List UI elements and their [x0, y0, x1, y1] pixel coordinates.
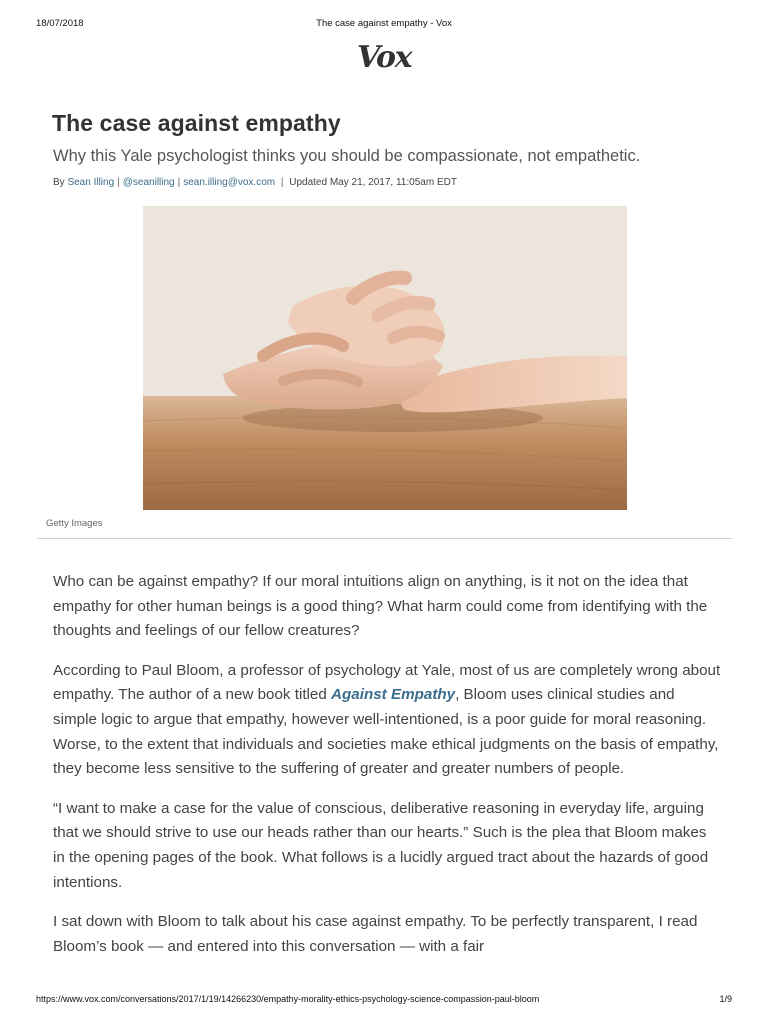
- vox-logo[interactable]: Vox: [357, 40, 411, 75]
- byline-prefix: By: [53, 177, 65, 188]
- twitter-link[interactable]: @seanilling: [122, 177, 175, 188]
- paragraph-text: , Bloom uses clinical studies and simple logic to argue that empathy, however well-intentioned, is a poor guide for moral reasoning. Worse, to the extent that individuals and societies make ethical judgments on the basis of empathy, they become less sensitive to the suffering of greater and greater numbers of people.: [53, 686, 719, 778]
- paragraph-text: According to Paul Bloom, a professor of psychology at Yale, most of us are completely wrong about empathy. The author of a new book titled: [53, 661, 721, 704]
- paragraph: I sat down with Bloom to talk about his case against empathy. To be perfectly transparent, I read Bloom’s book — and entered into this conversation — with a fair: [53, 913, 698, 955]
- print-page-title: The case against empathy - Vox: [316, 18, 452, 29]
- byline-separator: |: [177, 177, 181, 188]
- hero-image: [143, 206, 627, 510]
- print-header: [0, 18, 768, 30]
- article-dek: Why this Yale psychologist thinks you should be compassionate, not empathetic.: [53, 147, 641, 165]
- byline-separator: |: [278, 177, 287, 188]
- author-link[interactable]: Sean Illing: [67, 177, 115, 188]
- article-body: [53, 570, 721, 974]
- clasped-hands-illustration: [143, 206, 627, 510]
- divider: [37, 538, 732, 539]
- book-link-against-empathy[interactable]: Against Empathy: [331, 686, 456, 704]
- print-url: https://www.vox.com/conversations/2017/1/19/14266230/empathy-morality-ethics-psychology-science-compassion-paul-bloom: [36, 994, 540, 1004]
- print-footer: [0, 994, 768, 1006]
- image-caption: Getty Images: [46, 518, 103, 529]
- paragraph: Who can be against empathy? If our moral intuitions align on anything, is it not on the idea that empathy for other human beings is a good thing? What harm could come from identifying with the thoughts and feelings of our fellow creatures?: [53, 573, 708, 640]
- print-date: 18/07/2018: [36, 18, 84, 29]
- byline: [53, 177, 457, 188]
- page-number: 1/9: [719, 994, 732, 1004]
- paragraph: [53, 659, 721, 782]
- email-link[interactable]: sean.illing@vox.com: [183, 177, 276, 188]
- article-headline: The case against empathy: [52, 110, 341, 136]
- paragraph: “I want to make a case for the value of conscious, deliberative reasoning in everyday life, arguing that we should strive to use our heads rather than our hearts.” Such is the plea that Bloom makes in the opening pages of the book. What follows is a lucidly argued tract about the hazards of good intentions.: [53, 799, 709, 891]
- byline-separator: |: [117, 177, 120, 188]
- updated-timestamp: Updated May 21, 2017, 11:05am EDT: [289, 177, 457, 188]
